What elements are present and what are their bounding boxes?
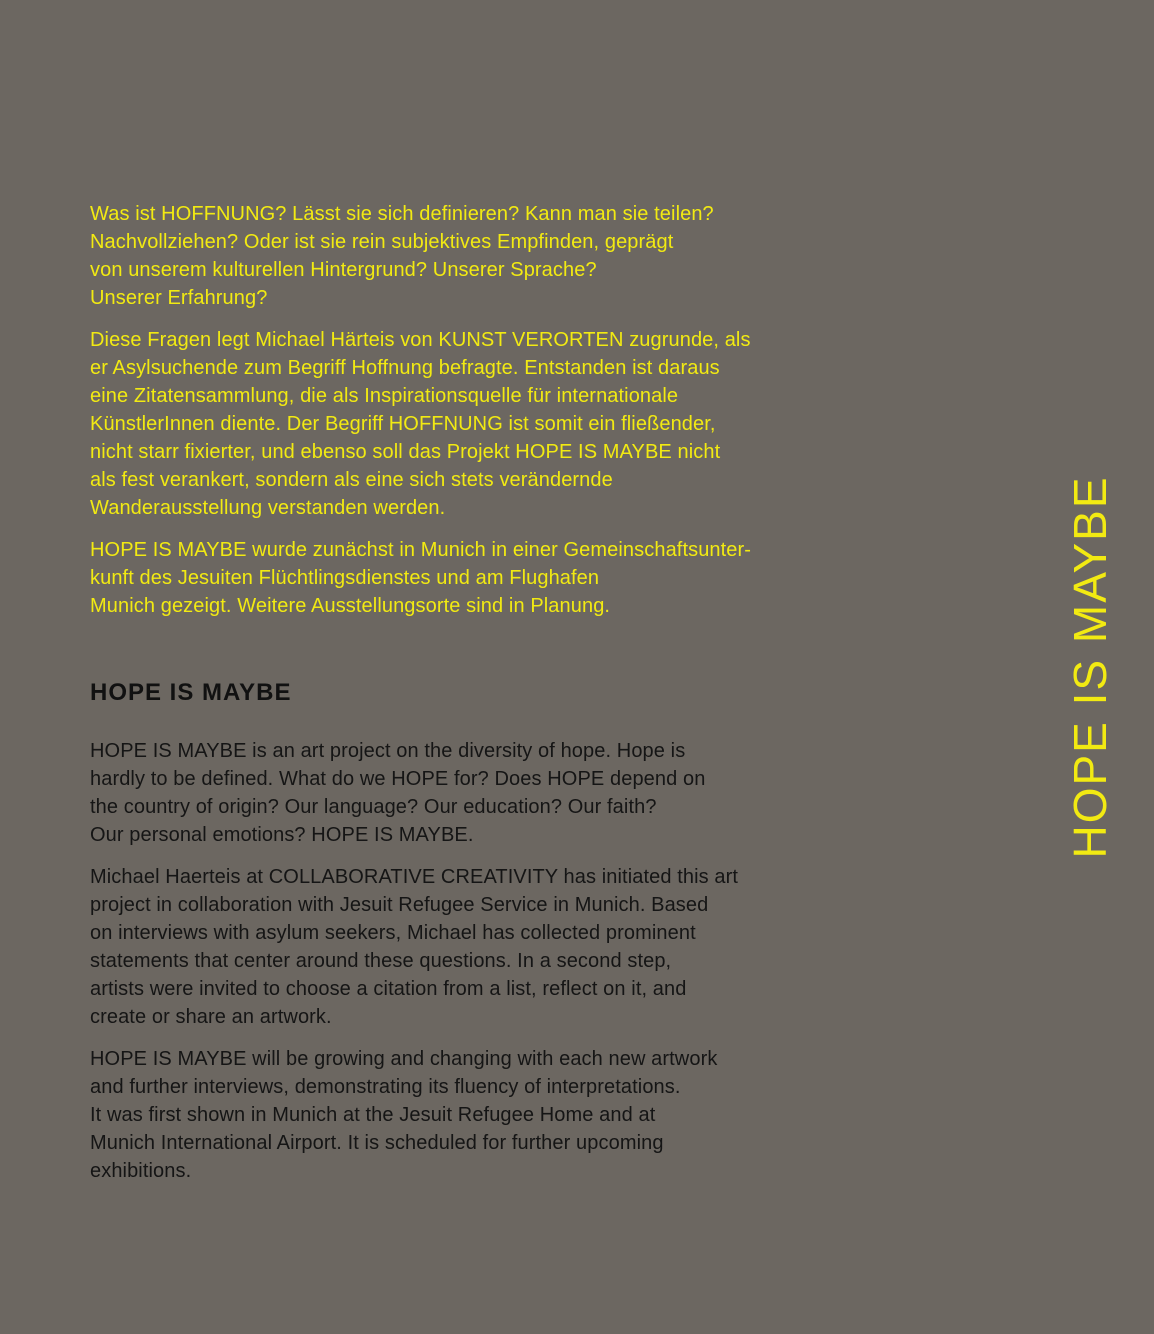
vertical-side-title: HOPE IS MAYBE (1064, 475, 1116, 859)
english-paragraph-3: HOPE IS MAYBE will be growing and changing with each new artwork and further interviews, demonstrating its fluency of interpretations. It was first shown in Munich at the Jesuit Refugee Home and at Munich International Airport. It is scheduled for further upcoming exhibitions. (90, 1048, 718, 1182)
german-paragraph-2: Diese Fragen legt Michael Härteis von KUNST VERORTEN zugrunde, als er Asylsuchende zum Begriff Hoffnung befragte. Entstanden ist daraus eine Zitatensammlung, die als Inspirationsquelle für internationale KünstlerInnen diente. Der Begriff HOFFNUNG ist somit ein fließender, nicht starr fixierter, und ebenso soll das Projekt HOPE IS MAYBE nicht als fest verankert, sondern als eine sich stets verändernde Wanderausstellung verstanden werden. (90, 329, 751, 519)
english-text-block (90, 737, 790, 1199)
german-paragraph-1: Was ist HOFFNUNG? Lässt sie sich definieren? Kann man sie teilen? Nachvollziehen? Oder ist sie rein subjektives Empfinden, geprägt von unserem kulturellen Hintergrund? Unserer Sprache? Unserer Erfahrung? (90, 203, 714, 309)
german-paragraph-3: HOPE IS MAYBE wurde zunächst in Munich in einer Gemeinschaftsunter- kunft des Jesuiten Flüchtlingsdienstes und am Flughafen Munich gezeigt. Weitere Ausstellungsorte sind in Planung. (90, 539, 752, 617)
german-text-block (90, 200, 790, 634)
english-paragraph-2: Michael Haerteis at COLLABORATIVE CREATIVITY has initiated this art project in collaboration with Jesuit Refugee Service in Munich. Based on interviews with asylum seekers, Michael has collected prominent statements that center around these questions. In a second step, artists were invited to choose a citation from a list, reflect on it, and create or share an artwork. (90, 866, 739, 1028)
english-heading: HOPE IS MAYBE (90, 679, 292, 706)
english-paragraph-1: HOPE IS MAYBE is an art project on the diversity of hope. Hope is hardly to be defined. What do we HOPE for? Does HOPE depend on the country of origin? Our language? Our education? Our faith? Our personal emotions? HOPE IS MAYBE. (90, 740, 706, 846)
